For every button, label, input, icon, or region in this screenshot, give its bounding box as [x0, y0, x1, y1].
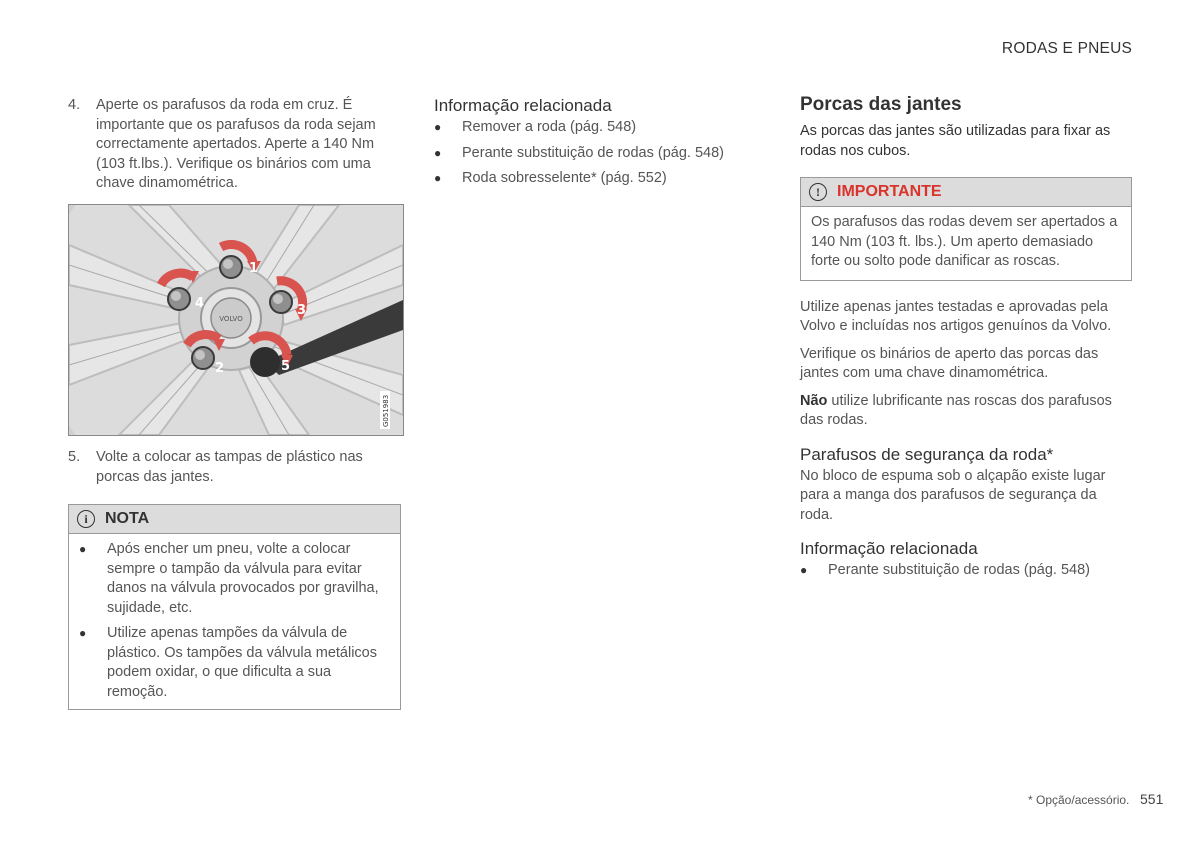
related-link[interactable]: ● Perante substituição de rodas (pág. 548) — [434, 144, 764, 164]
step-text: Aperte os parafusos da roda em cruz. É importante que os parafusos da roda sejam correctamente apertados. Aperte a 140 Nm (103 ft.lbs.). Verifique os binários com uma chave dinamométrica. — [96, 97, 376, 191]
hub-logo: VOLVO — [219, 315, 243, 323]
related-heading: Informação relacionada — [434, 96, 612, 115]
bullet-icon: ● — [434, 145, 442, 160]
bullet-icon: ● — [434, 171, 442, 185]
wheel-diagram — [69, 205, 403, 435]
badge-5: 5 — [281, 359, 291, 374]
paragraph-check-torque: Verifique os binários de aperto das porcas das jantes com uma chave dinamométrica. — [800, 345, 1099, 381]
nota-box — [68, 504, 401, 710]
step-text: Volte a colocar as tampas de plástico nas porcas das jantes. — [96, 449, 363, 485]
section-intro: As porcas das jantes são utilizadas para fixar as rodas nos cubos. — [800, 123, 1111, 159]
info-icon: i — [77, 510, 95, 528]
badge-1: 1 — [249, 261, 259, 276]
nota-item: ● Após encher um pneu, volte a colocar sempre o tampão da válvula para evitar danos na válvula provocados por gravilha, sujidade, etc. — [79, 540, 390, 618]
related-link[interactable]: ● Remover a roda (pág. 548) — [434, 118, 764, 138]
step-number: 5. — [68, 449, 81, 465]
importante-box — [800, 177, 1132, 281]
related-links — [800, 561, 1132, 581]
bullet-icon: ● — [79, 626, 87, 640]
section-title: Porcas das jantes — [800, 94, 962, 115]
nota-header — [69, 505, 400, 534]
paragraph-no-lubricant: Não utilize lubrificante nas roscas dos parafusos das rodas. — [800, 392, 1112, 428]
bullet-icon: ● — [434, 120, 442, 134]
badge-3: 3 — [297, 303, 307, 318]
related-info-middle — [434, 96, 764, 195]
related-heading: Informação relacionada — [800, 539, 978, 558]
badge-2: 2 — [215, 361, 225, 376]
nota-list — [79, 540, 390, 702]
nota-item: ● Utilize apenas tampões da válvula de plástico. Os tampões da válvula metálicos podem oxidar, o que dificulta a sua remoção. — [79, 624, 390, 702]
importante-body: Os parafusos das rodas devem ser apertados a 140 Nm (103 ft. lbs.). Um aperto demasiado forte ou solto pode danificar as roscas. — [811, 214, 1118, 269]
step-number: 4. — [68, 97, 81, 113]
warning-icon: ! — [809, 183, 827, 201]
step-4 — [68, 96, 398, 194]
importante-title: IMPORTANTE — [837, 183, 942, 200]
related-link[interactable]: ● Roda sobresselente* (pág. 552) — [434, 169, 764, 189]
figure-code: G051983 — [382, 394, 390, 427]
footnote: * Opção/acessório. — [1028, 793, 1130, 807]
step-5 — [68, 448, 398, 487]
wheel-illustration — [68, 204, 404, 436]
right-column — [800, 94, 1132, 587]
bullet-icon: ● — [79, 542, 87, 556]
paragraph-approved-rims: Utilize apenas jantes testadas e aprovadas pela Volvo e incluídas nos artigos genuínos da Volvo. — [800, 298, 1112, 334]
badge-4: 4 — [195, 296, 205, 311]
nota-title: NOTA — [105, 510, 150, 527]
security-bolts-text: No bloco de espuma sob o alçapão existe lugar para a manga dos parafusos de segurança da roda. — [800, 467, 1106, 523]
page-number: 551 — [1140, 791, 1164, 807]
importante-header — [801, 178, 1131, 207]
related-links — [434, 118, 764, 189]
bullet-icon: ● — [800, 563, 808, 577]
related-link[interactable]: ● Perante substituição de rodas (pág. 548) — [800, 561, 1132, 581]
section-header: RODAS E PNEUS — [1001, 40, 1132, 57]
security-bolts-heading: Parafusos de segurança da roda* — [800, 444, 1054, 464]
